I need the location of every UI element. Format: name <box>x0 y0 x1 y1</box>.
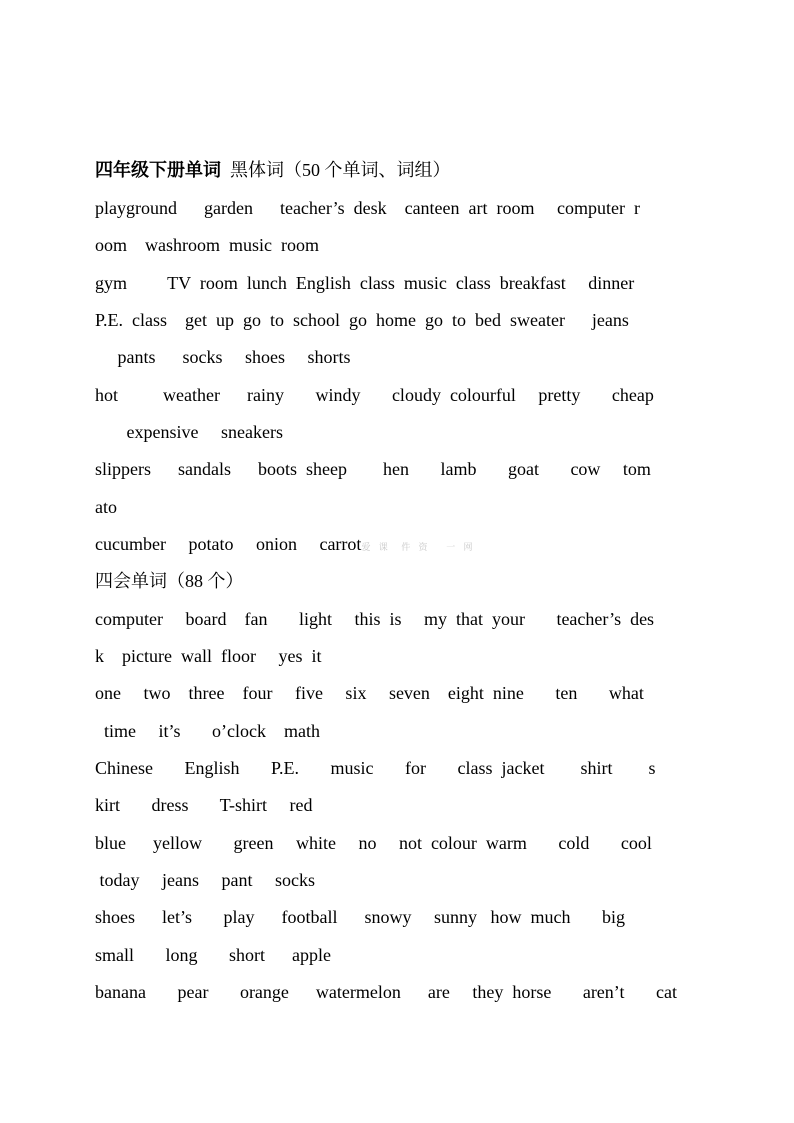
word-line: slippers sandals boots sheep hen lamb goat cow tom <box>95 459 651 479</box>
word-line: time it’s o’clock math <box>95 721 320 741</box>
word-line: shoes let’s play football snowy sunny how much big <box>95 907 625 927</box>
word-line: ato <box>95 497 117 517</box>
watermark: 爱 课 件 资 一 网 <box>361 542 476 552</box>
word-line: playground garden teacher’s desk canteen art room computer r <box>95 198 640 218</box>
word-line: Chinese English P.E. music for class jacket shirt s <box>95 758 656 778</box>
word-line: one two three four five six seven eight nine ten what <box>95 683 644 703</box>
word-line: computer board fan light this is my that your teacher’s des <box>95 609 655 629</box>
word-line: expensive sneakers <box>95 422 283 442</box>
word-line: kirt dress T-shirt red <box>95 795 313 815</box>
word-line: pants socks shoes shorts <box>95 347 351 367</box>
word-line: P.E. class get up go to school go home go to bed sweater jeans <box>95 310 629 330</box>
word-line: banana pear orange watermelon are they horse aren’t cat <box>95 982 677 1002</box>
word-line-text: cucumber potato onion carrot <box>95 534 362 554</box>
word-line: oom washroom music room <box>95 235 319 255</box>
heading-rest: 黑体词（50 个单词、词组） <box>221 160 451 180</box>
word-line: gym TV room lunch English class music class breakfast dinner <box>95 273 635 293</box>
word-line: k picture wall floor yes it <box>95 646 322 666</box>
heading-bold: 四年级下册单词 <box>95 160 221 180</box>
word-line: hot weather rainy windy cloudy colourful pretty cheap <box>95 385 654 405</box>
heading-section-1 <box>95 156 705 184</box>
word-line: small long short apple <box>95 945 331 965</box>
word-line <box>95 530 705 558</box>
heading-section-2: 四会单词（88 个） <box>95 571 244 591</box>
word-line: blue yellow green white no not colour warm cold cool <box>95 833 652 853</box>
word-line: today jeans pant socks <box>95 870 315 890</box>
